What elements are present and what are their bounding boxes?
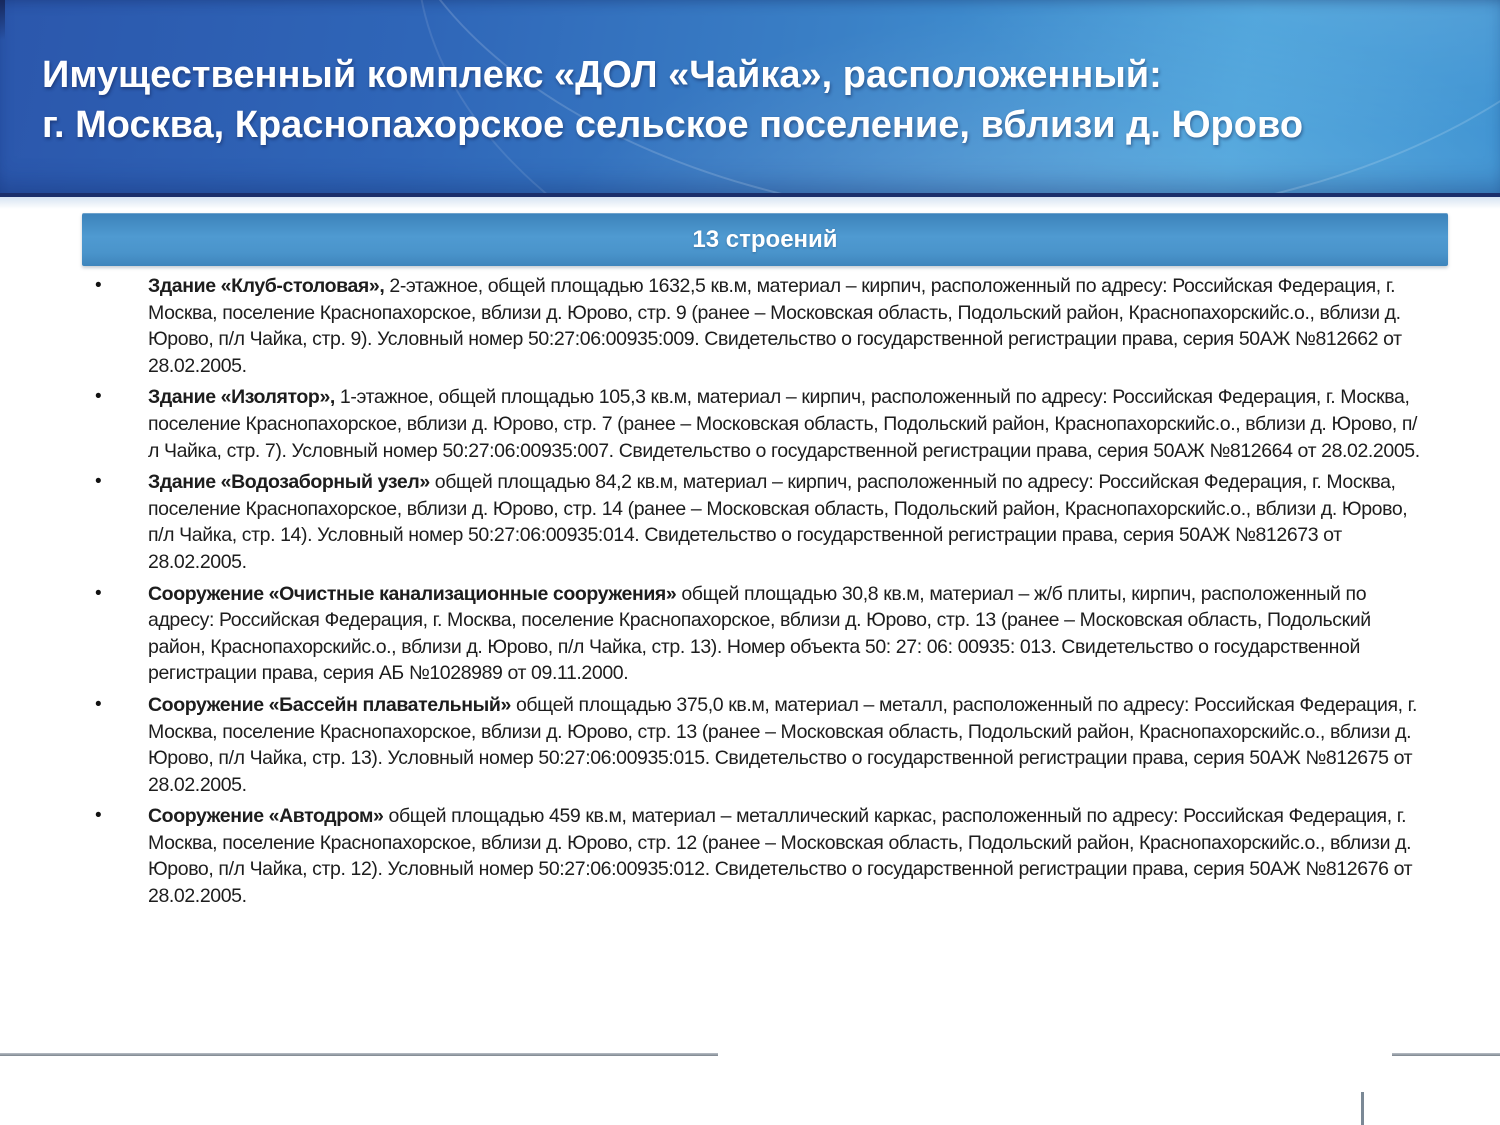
section-banner: 13 строений: [82, 213, 1448, 266]
list-item: [148, 273, 1420, 379]
header-edge-decoration: [0, 0, 5, 40]
corner-tick: [1361, 1092, 1364, 1125]
list-item: [148, 692, 1420, 798]
footer-line-left: [0, 1053, 718, 1056]
building-name: Сооружение «Автодром»: [148, 805, 384, 828]
building-desc: 1-этажное, общей площадью 105,3 кв.м, материал – кирпич, расположенный по адресу: Российская Федерация, г. Москва, поселение Краснопахорское, вблизи д. Юрово, стр. 7 (ранее – Московская область, Подольский район, Краснопахорскийс.о., вблизи д. Юрово, п/л Чайка, стр. 7). Условный номер 50:27:06:00935:007. Свидетельство о государственной регистрации права, серия 50АЖ №812664 от 28.02.2005.: [148, 386, 1420, 462]
building-name: Сооружение «Очистные канализационные сооружения»: [148, 582, 677, 605]
building-desc: общей площадью 84,2 кв.м, материал – кирпич, расположенный по адресу: Российская Федерация, г. Москва, поселение Краснопахорское, вблизи д. Юрово, стр. 14 (ранее – Московская область, Подольский район, Краснопахорскийс.о., вблизи д. Юрово, п/л Чайка, стр. 14). Условный номер 50:27:06:00935:014. Свидетельство о государственной регистрации права, серия 50АЖ №812673 от 28.02.2005.: [148, 471, 1408, 573]
footer-line-right: [1392, 1053, 1500, 1056]
building-name: Сооружение «Бассейн плавательный»: [148, 693, 511, 716]
building-list: [148, 273, 1420, 915]
building-desc: общей площадью 30,8 кв.м, материал – ж/б плиты, кирпич, расположенный по адресу: Российская Федерация, г. Москва, поселение Краснопахорское, вблизи д. Юрово, стр. 13 (ранее – Московская область, Подольский район, Краснопахорскийс.о., вблизи д. Юрово, п/л Чайка, стр. 13). Номер объекта 50: 27: 06: 00935: 013. Свидетельство о государственной регистрации права, серия АБ №1028989 от 09.11.2000.: [148, 582, 1371, 685]
slide-header: [0, 0, 1500, 193]
building-desc: общей площадью 375,0 кв.м, материал – металл, расположенный по адресу: Российская Федерация, г. Москва, поселение Краснопахорское, вблизи д. Юрово, стр. 13 (ранее – Московская область, Подольский район, Краснопахорскийс.о., вблизи д. Юрово, п/л Чайка, стр. 13). Условный номер 50:27:06:00935:015. Свидетельство о государственной регистрации права, серия 50АЖ №812675 от 28.02.2005.: [148, 693, 1417, 796]
building-desc: 2-этажное, общей площадью 1632,5 кв.м, материал – кирпич, расположенный по адресу: Российская Федерация, г. Москва, поселение Краснопахорское, вблизи д. Юрово, стр. 9 (ранее – Московская область, Подольский район, Краснопахорскийс.о., вблизи д. Юрово, п/л Чайка, стр. 9). Условный номер 50:27:06:00935:009. Свидетельство о государственной регистрации права, серия 50АЖ №812662 от 28.02.2005.: [148, 275, 1402, 377]
list-item: [148, 469, 1420, 575]
list-item: [148, 581, 1420, 687]
list-item: [148, 384, 1420, 464]
list-item: [148, 803, 1420, 909]
building-name: Здание «Водозаборный узел»: [148, 471, 430, 494]
slide-title-line2: г. Москва, Краснопахорское сельское поселение, вблизи д. Юрово: [42, 104, 1304, 146]
slide-title: [42, 50, 1303, 150]
slide-title-line1: Имущественный комплекс «ДОЛ «Чайка», расположенный:: [42, 54, 1162, 96]
building-desc: общей площадью 459 кв.м, материал – металлический каркас, расположенный по адресу: Российская Федерация, г. Москва, поселение Краснопахорское, вблизи д. Юрово, стр. 12 (ранее – Московская область, Подольский район, Краснопахорскийс.о., вблизи д. Юрово, п/л Чайка, стр. 12). Условный номер 50:27:06:00935:012. Свидетельство о государственной регистрации права, серия 50АЖ №812676 от 28.02.2005.: [148, 805, 1413, 908]
building-name: Здание «Клуб-столовая»,: [148, 275, 385, 297]
header-fade: [0, 197, 1500, 209]
building-name: Здание «Изолятор»,: [148, 386, 335, 409]
